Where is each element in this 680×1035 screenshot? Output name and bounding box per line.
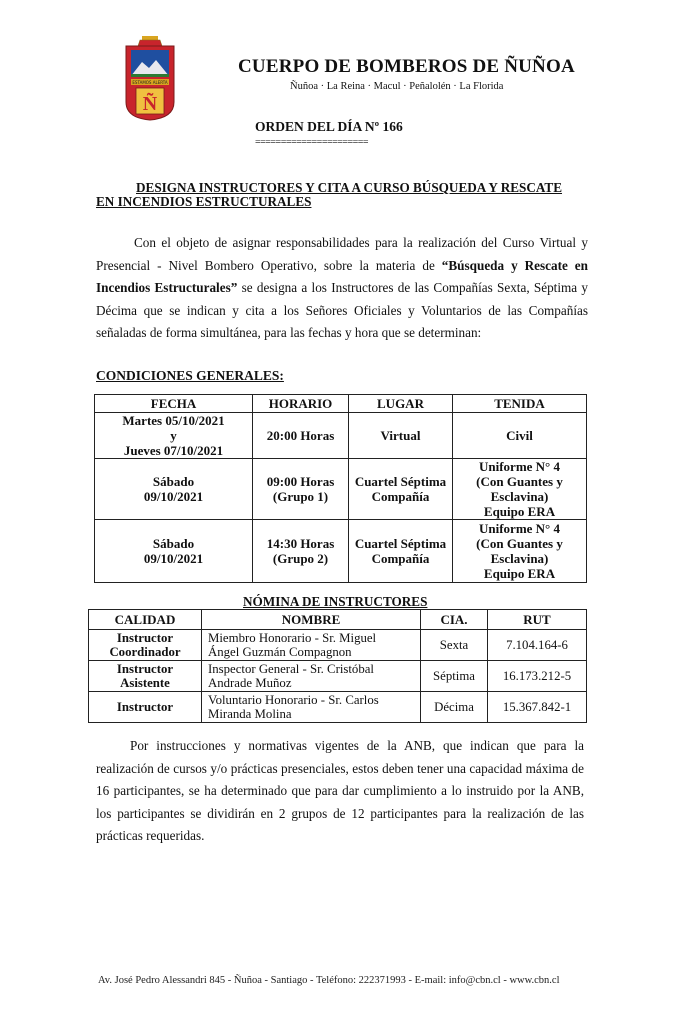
- intro-paragraph: [96, 232, 588, 345]
- line: Andrade Muñoz: [208, 676, 292, 690]
- cell-horario: [253, 520, 349, 583]
- conditions-table: [94, 394, 587, 583]
- order-title-underline: ======================: [255, 137, 369, 148]
- line: Equipo ERA: [483, 504, 556, 519]
- line: Miembro Honorario - Sr. Miguel: [208, 631, 377, 645]
- cell-fecha: [95, 459, 253, 520]
- line: Equipo ERA: [483, 566, 556, 581]
- line: Compañía: [371, 489, 430, 504]
- document-subject: [96, 181, 592, 209]
- line: 09/10/2021: [143, 489, 204, 504]
- cell-lugar: [349, 459, 453, 520]
- line: Instructor: [116, 662, 174, 676]
- order-title: ORDEN DEL DÍA Nº 166: [255, 119, 403, 134]
- line: 20:00 Horas: [266, 428, 335, 443]
- line: Civil: [506, 428, 533, 443]
- line: 09/10/2021: [143, 551, 204, 566]
- cell-cia: Sexta: [421, 630, 488, 661]
- conditions-row: [95, 413, 587, 459]
- instructors-table: [88, 609, 587, 723]
- logo-motto: ESTAMOS ALERTA: [132, 80, 168, 85]
- line: Instructor: [116, 631, 174, 645]
- col-header-tenida: TENIDA: [453, 395, 587, 413]
- cell-horario: [253, 413, 349, 459]
- line: Esclavina): [490, 489, 549, 504]
- line: Inspector General - Sr. Cristóbal: [208, 662, 374, 676]
- cell-cia: Décima: [421, 692, 488, 723]
- cell-tenida: [453, 459, 587, 520]
- conditions-header-row: [95, 395, 587, 413]
- col-header-nombre: NOMBRE: [202, 610, 421, 630]
- instructors-header-row: [89, 610, 587, 630]
- line: y: [170, 428, 177, 443]
- line: Virtual: [380, 428, 421, 443]
- col-header-rut: RUT: [488, 610, 587, 630]
- cell-cia: Séptima: [421, 661, 488, 692]
- col-header-fecha: FECHA: [95, 395, 253, 413]
- conditions-row: [95, 459, 587, 520]
- intro-course-name: “Búsqueda y Rescate en Incendios Estructurales”: [96, 257, 588, 295]
- col-header-calidad: CALIDAD: [89, 610, 202, 630]
- closing-paragraph: [96, 735, 584, 848]
- logo-letter: Ñ: [142, 93, 158, 115]
- cell-lugar: [349, 520, 453, 583]
- closing-text: Por instrucciones y normativas vigentes de la ANB, que indican que para la realización de cursos y/o prácticas presenciales, estos deben tener una capacidad máxima de 16 participantes, se ha determinado que para dar cumplimiento a lo instruido por la ANB, los participantes se dividirán en 2 grupos de 12 participantes para la realización de las prácticas requeridas.: [96, 738, 584, 844]
- instructor-row: [89, 661, 587, 692]
- line: (Con Guantes y: [476, 536, 563, 551]
- cell-tenida: [453, 413, 587, 459]
- col-header-lugar: LUGAR: [349, 395, 453, 413]
- cell-nombre: [202, 692, 421, 723]
- conditions-row: [95, 520, 587, 583]
- line: Miranda Molina: [208, 707, 292, 721]
- line: (Con Guantes y: [476, 474, 563, 489]
- cell-rut: 7.104.164-6: [488, 630, 587, 661]
- footer-contact: Av. José Pedro Alessandri 845 - Ñuñoa - Santiago - Teléfono: 222371993 - E-mail: info@cbn.cl - www.cbn.cl: [98, 975, 560, 986]
- line: 14:30 Horas: [266, 536, 335, 551]
- subject-line-1: DESIGNA INSTRUCTORES Y CITA A CURSO BÚSQUEDA Y RESCATE: [136, 180, 563, 195]
- cell-tenida: [453, 520, 587, 583]
- line: Martes 05/10/2021: [122, 413, 225, 428]
- line: Instructor: [116, 700, 174, 714]
- cell-rut: 15.367.842-1: [488, 692, 587, 723]
- line: Uniforme N° 4: [478, 521, 560, 536]
- cell-nombre: [202, 630, 421, 661]
- cell-calidad: [89, 661, 202, 692]
- instructors-title: NÓMINA DE INSTRUCTORES: [243, 594, 428, 609]
- line: 09:00 Horas: [266, 474, 335, 489]
- line: (Grupo 1): [272, 489, 329, 504]
- line: Asistente: [120, 676, 170, 690]
- line: Sábado: [152, 536, 195, 551]
- intro-text-end: se designa a los Instructores de las Compañías Sexta, Séptima y Décima que se indican y cita a los Señores Oficiales y Voluntarios de las Compañías señaladas de forma simultánea, para las fechas y hora que se determinan:: [96, 280, 588, 340]
- intro-text-start: Con el objeto de asignar responsabilidades para la realización del Curso Virtual y Presencial - Nivel Bombero Operativo, sobre la materia de: [96, 235, 588, 273]
- line: Compañía: [371, 551, 430, 566]
- cell-rut: 16.173.212-5: [488, 661, 587, 692]
- fire-department-crest-logo: [122, 34, 178, 122]
- line: Voluntario Honorario - Sr. Carlos: [208, 693, 379, 707]
- instructor-row: [89, 630, 587, 661]
- col-header-cia: CIA.: [421, 610, 488, 630]
- line: Coordinador: [109, 645, 181, 659]
- cell-calidad: [89, 630, 202, 661]
- line: (Grupo 2): [272, 551, 329, 566]
- cell-lugar: [349, 413, 453, 459]
- conditions-title: CONDICIONES GENERALES:: [96, 368, 284, 383]
- line: Uniforme N° 4: [478, 459, 560, 474]
- line: Cuartel Séptima: [354, 536, 447, 551]
- cell-horario: [253, 459, 349, 520]
- organization-communes: Ñuñoa · La Reina · Macul · Peñalolén · La Florida: [290, 81, 504, 92]
- cell-calidad: [89, 692, 202, 723]
- line: Sábado: [152, 474, 195, 489]
- line: Esclavina): [490, 551, 549, 566]
- cell-fecha: [95, 520, 253, 583]
- cell-nombre: [202, 661, 421, 692]
- organization-name: CUERPO DE BOMBEROS DE ÑUÑOA: [238, 56, 575, 77]
- line: Jueves 07/10/2021: [123, 443, 224, 458]
- subject-line-2: EN INCENDIOS ESTRUCTURALES: [96, 194, 312, 209]
- line: Cuartel Séptima: [354, 474, 447, 489]
- cell-fecha: [95, 413, 253, 459]
- line: Ángel Guzmán Compagnon: [208, 645, 352, 659]
- col-header-horario: HORARIO: [253, 395, 349, 413]
- instructor-row: [89, 692, 587, 723]
